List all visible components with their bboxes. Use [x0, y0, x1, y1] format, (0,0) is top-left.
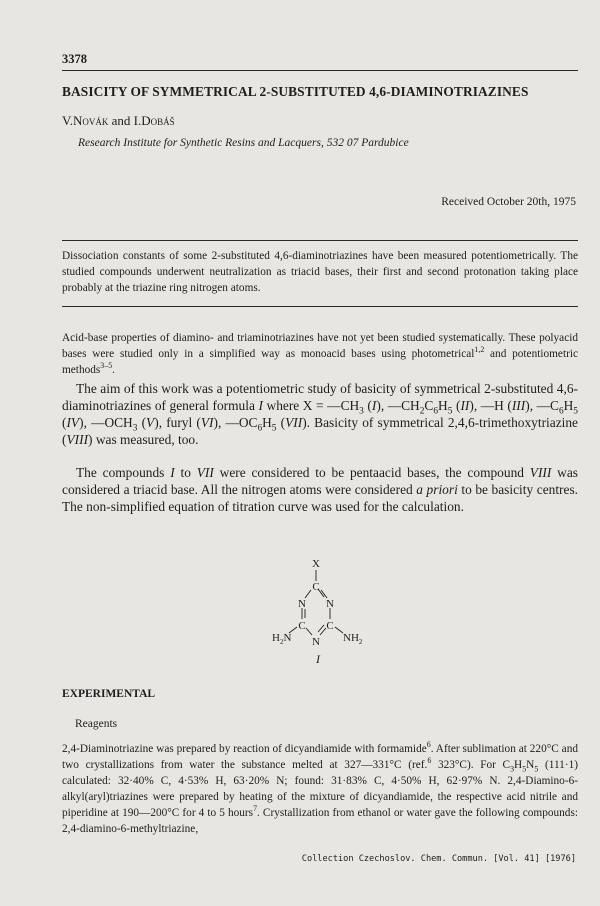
bond-c-left-n-bottom — [306, 628, 312, 635]
atom-c-top: C — [312, 581, 320, 593]
experimental-paragraph: 2,4-Diaminotriazine was prepared by reaction of dicyandiamide with formamide$^6$. After sublimation at 220°C and two crystallizations from water the substance melted at 327—331°C (ref.$^6$ 323°C). For $C_3H_5N_5$ (111·1) calculated: 32·40% C, 4·53% H, 63·20% N; found: 31·83% C, 4·50% H, 62·97% N. 2,4-Diamino-6-alkyl(aryl)triazines were prepared by heating of the mixture of dicyandiamide, the respective acid nitrile and piperidine at 190—200°C for 4 to 5 hours$^7$. Crystallization from ethanol or water gave the following compounds: 2,4-diamino-6-methyltriazine, — [62, 740, 578, 835]
bond-c-n-left — [305, 590, 311, 598]
section-heading-experimental: EXPERIMENTAL — [62, 688, 156, 700]
author-and: and — [111, 113, 131, 128]
triazine-structure-svg — [250, 553, 380, 673]
intro-paragraph-compounds: The compounds I to VII were considered to be pentaacid bases, the compound VIII was considered a triacid base. All the nitrogen atoms were considered a priori to be basicity centres. The non-simplified equation of titration curve was used for the calculation. — [62, 465, 579, 514]
header-rule — [62, 70, 578, 71]
abstract-top-rule — [62, 240, 578, 241]
article-title: BASICITY OF SYMMETRICAL 2-SUBSTITUTED 4,6-DIAMINOTRIAZINES — [62, 84, 529, 99]
abstract-bottom-rule — [62, 306, 578, 307]
atom-n-bottom: N — [312, 636, 320, 648]
page-number: 3378 — [62, 52, 87, 66]
received-date: Received October 20th, 1975 — [441, 196, 576, 208]
affiliation: Research Institute for Synthetic Resins and Lacquers, 532 07 Pardubice — [78, 137, 409, 149]
author-dobas: I.Dobáš — [133, 113, 175, 128]
group-h2n: $H_2N$ — [272, 632, 292, 646]
journal-footer: Collection Czechoslov. Chem. Commun. [Vol. 41] [1976] — [301, 854, 576, 864]
triazine-structure-diagram — [250, 553, 380, 673]
atom-c-right: C — [326, 620, 334, 632]
author-novak: V.Novák — [62, 113, 109, 128]
abstract: Dissociation constants of some 2-substituted 4,6-diaminotriazines have been measured potentiometrically. The studied compounds underwent neutralization as triacid bases, their first and second protonation taking place probably at the triazine ring nitrogen atoms. — [62, 250, 578, 294]
bond-c-right-nh2 — [335, 627, 343, 633]
intro-paragraph-small: Acid-base properties of diamino- and triaminotriazines have not yet been studied systematically. These polyacid bases were studied only in a simplified way as monoacid bases using photometrical$^{1,2}$ and potentiometric methods$^{3-5}$. — [62, 332, 578, 376]
compound-label: I — [316, 652, 320, 666]
intro-paragraph-aim: The aim of this work was a potentiometric study of basicity of symmetrical 2-substituted 4,6-diaminotriazines of general formula I where $X = —CH_3$ (I), $—CH_2C_6H_5$ (II), —H (III), $—C_6H_5$ (IV), $—OCH_3$ (V), furyl (VI), $—OC_6H_5$ (VII). Basicity of symmetrical 2,4,6-trimethoxytriazine (VIII) was measured, too. — [62, 381, 579, 447]
atom-n-left: N — [298, 598, 306, 610]
atom-n-right: N — [326, 598, 334, 610]
subsection-heading-reagents: Reagents — [75, 718, 118, 730]
group-nh2: $NH_2$ — [343, 632, 363, 646]
atom-x: X — [312, 558, 320, 570]
atom-c-left: C — [298, 620, 306, 632]
author-line — [62, 113, 175, 129]
